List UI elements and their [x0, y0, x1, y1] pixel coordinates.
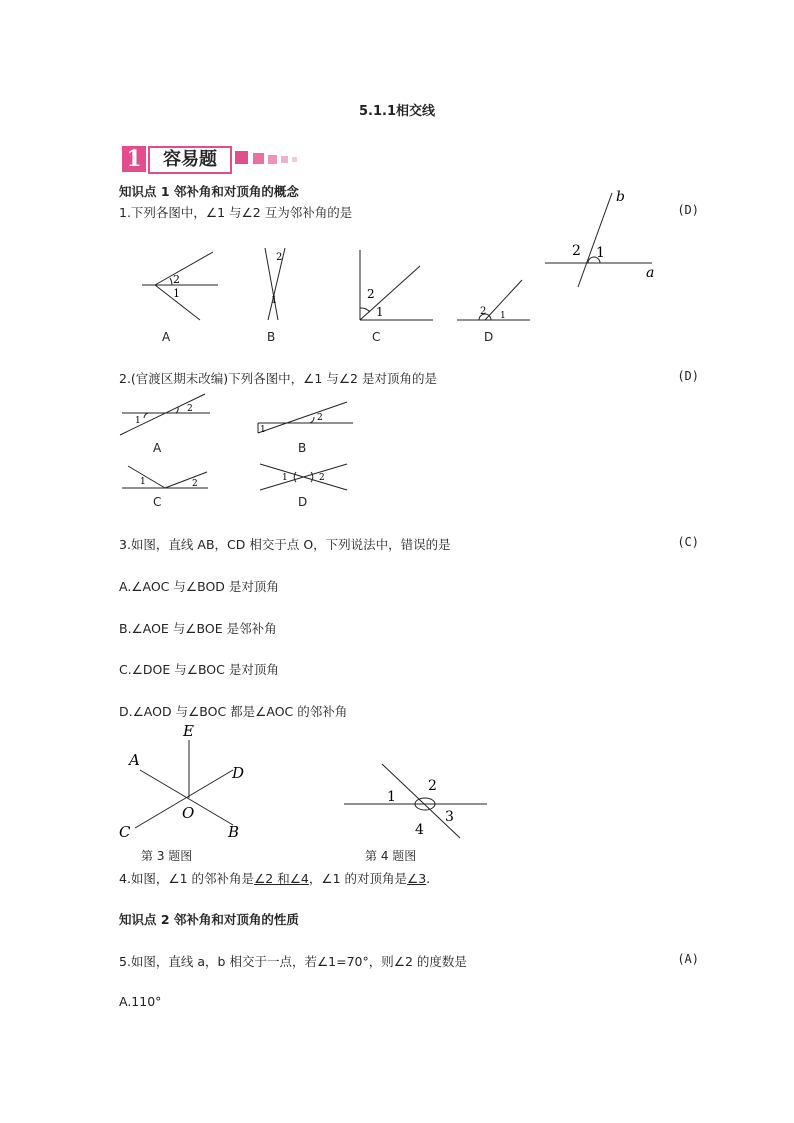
banner-square-3: [268, 155, 277, 164]
svg-text:1: 1: [376, 305, 384, 319]
banner-square-2: [253, 153, 264, 164]
question-4-suffix: .: [426, 871, 431, 886]
svg-text:2: 2: [276, 252, 283, 263]
svg-text:1: 1: [140, 477, 146, 487]
question-3: 3.如图，直线 AB，CD 相交于点 O，下列说法中，错误的是: [119, 537, 451, 552]
fig4-label-2: 2: [428, 778, 437, 794]
figure-2a-label: A: [153, 441, 162, 455]
svg-text:1: 1: [135, 416, 141, 426]
fig5-label-1: 1: [596, 245, 605, 261]
question-4: [119, 869, 430, 887]
answer-2: (D): [677, 369, 699, 383]
section-label: 容易题: [148, 146, 232, 174]
svg-text:2: 2: [367, 287, 375, 301]
page-title: 5.1.1相交线: [358, 104, 435, 119]
fig3-label-a: A: [129, 751, 140, 769]
answer-3: (C): [677, 535, 699, 549]
figure-3: [115, 720, 265, 845]
banner-square-4: [281, 156, 288, 163]
fig3-label-c: C: [119, 823, 131, 841]
answer-1: (D): [677, 203, 699, 217]
figure-1c: [360, 250, 433, 320]
knowledge-point-1: 知识点 1 邻补角和对顶角的概念: [119, 184, 299, 199]
question-3-choice-b: B.∠AOE 与∠BOE 是邻补角: [119, 621, 277, 636]
figure-2c-label: C: [153, 495, 162, 509]
svg-text:2: 2: [317, 413, 323, 423]
fig3-label-d: D: [232, 764, 245, 782]
figure-3-caption: 第 3 题图: [141, 849, 193, 863]
question-4-blank-1: ∠2 和∠4: [254, 871, 309, 886]
svg-text:2: 2: [192, 479, 198, 489]
svg-text:2: 2: [480, 306, 487, 317]
figure-1b-label: B: [267, 330, 276, 344]
figure-4: [340, 760, 490, 845]
question-4-blank-2: ∠3: [407, 871, 427, 886]
figure-1d: [457, 280, 530, 320]
banner-square-1: [235, 151, 248, 164]
figure-2d: [260, 464, 347, 490]
fig5-label-2: 2: [572, 243, 581, 259]
svg-text:2: 2: [173, 273, 180, 286]
figure-2a: [120, 394, 210, 435]
svg-text:1: 1: [500, 311, 506, 321]
question-3-choice-a: A.∠AOC 与∠BOD 是对顶角: [119, 579, 279, 594]
fig4-label-1: 1: [387, 789, 396, 805]
figure-1d-label: D: [484, 330, 494, 344]
svg-text:1: 1: [271, 295, 278, 306]
question-2: 2.(官渡区期末改编)下列各图中，∠1 与∠2 是对顶角的是: [119, 371, 437, 386]
svg-text:1: 1: [282, 473, 288, 483]
svg-text:1: 1: [173, 287, 180, 300]
question-4-middle: ，∠1 的对顶角是: [308, 871, 407, 886]
question-5: 5.如图，直线 a，b 相交于一点，若∠1=70°，则∠2 的度数是: [119, 954, 467, 969]
section-number: 1: [122, 146, 146, 172]
question-1: 1.下列各图中，∠1 与∠2 互为邻补角的是: [119, 205, 353, 220]
figure-1a: [142, 252, 218, 320]
figure-1a-label: A: [162, 330, 171, 344]
question-5-choice-a: A.110°: [119, 994, 162, 1009]
question-2-figures: [110, 390, 370, 515]
fig3-label-o: O: [182, 804, 195, 822]
question-3-choice-d: D.∠AOD 与∠BOC 都是∠AOC 的邻补角: [119, 704, 348, 719]
figure-2d-label: D: [298, 495, 308, 509]
fig5-label-a: a: [646, 265, 655, 281]
answer-5: (A): [677, 952, 699, 966]
svg-text:2: 2: [187, 404, 193, 414]
svg-text:1: 1: [260, 425, 266, 435]
question-4-prefix: 4.如图，∠1 的邻补角是: [119, 871, 255, 886]
fig3-label-b: B: [228, 823, 240, 841]
question-3-choice-c: C.∠DOE 与∠BOC 是对顶角: [119, 662, 279, 677]
question-5-figure: [540, 185, 670, 295]
fig3-label-e: E: [183, 722, 194, 740]
figure-1c-label: C: [372, 330, 381, 344]
figure-2b-label: B: [298, 441, 307, 455]
fig4-label-3: 3: [445, 809, 454, 825]
fig4-label-4: 4: [415, 822, 424, 838]
figure-2b: [258, 402, 353, 433]
svg-text:2: 2: [319, 473, 325, 483]
banner-square-5: [292, 157, 297, 162]
fig5-label-b: b: [616, 189, 625, 205]
knowledge-point-2: 知识点 2 邻补角和对顶角的性质: [119, 912, 299, 927]
figure-4-caption: 第 4 题图: [365, 849, 417, 863]
